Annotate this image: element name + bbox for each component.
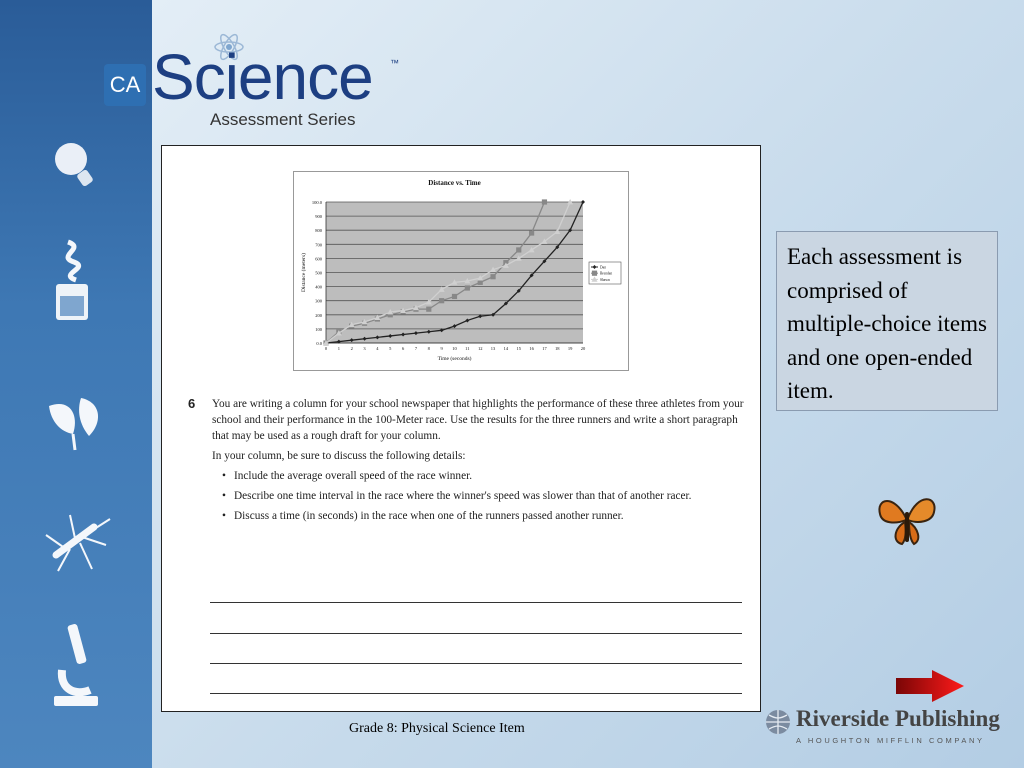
y-tick-label: 200	[315, 312, 322, 318]
logo-subtitle: Assessment Series	[210, 110, 356, 129]
data-point	[516, 247, 521, 252]
legend-label: Brendan	[600, 271, 613, 276]
butterfly-icon	[874, 488, 940, 557]
arrow-right-icon	[896, 668, 966, 704]
bullet-item: • Discuss a time (in seconds) in the race when one of the runners passed another runner.	[222, 508, 745, 524]
x-tick-label: 10	[452, 346, 457, 351]
assessment-callout: Each assessment is comprised of multiple-choice items and one open-ended item.	[776, 231, 998, 411]
x-tick-label: 8	[427, 346, 430, 351]
question-instruction: In your column, be sure to discuss the following details:	[212, 450, 466, 462]
x-tick-label: 15	[516, 346, 521, 351]
x-tick-label: 3	[363, 346, 366, 351]
data-point	[529, 230, 534, 235]
lightbulb-icon	[0, 135, 152, 195]
x-tick-label: 19	[567, 346, 573, 351]
dna-beaker-icon	[0, 238, 152, 328]
data-point	[439, 298, 444, 303]
ca-science-logo	[100, 30, 420, 140]
question-6	[190, 396, 745, 528]
data-point	[478, 280, 483, 285]
data-point	[452, 294, 457, 299]
question-intro: You are writing a column for your school newspaper that highlights the performance of these three athletes from your school and their performance in the 100-Meter race. Use the results for the three runners and write a short paragraph that may be used as a rough draft for your column.	[212, 398, 744, 442]
assessment-item-page	[161, 145, 761, 712]
answer-line[interactable]	[210, 693, 742, 694]
bullet-item: • Describe one time interval in the race where the winner's speed was slower than that of another racer.	[222, 488, 745, 504]
next-slide-button[interactable]	[896, 668, 966, 704]
leaves-icon	[0, 392, 152, 452]
y-tick-label: 800	[315, 228, 322, 234]
y-tick-label: 100.0	[311, 200, 322, 205]
x-axis-label: Time (seconds)	[437, 356, 472, 362]
x-tick-label: 6	[401, 346, 405, 351]
globe-icon	[764, 708, 792, 736]
publisher-name: Riverside Publishing	[796, 706, 1000, 731]
data-point	[542, 199, 547, 204]
y-tick-label: 900	[315, 214, 322, 220]
bullet-item: • Include the average overall speed of the race winner.	[222, 468, 745, 484]
x-tick-label: 9	[440, 346, 443, 351]
legend-label: Dan	[600, 265, 606, 270]
distance-time-chart	[293, 171, 629, 371]
y-tick-label: 100	[315, 326, 322, 332]
x-tick-label: 7	[414, 346, 418, 351]
y-tick-label: 600	[315, 256, 322, 262]
chart-title: Distance vs. Time	[428, 179, 481, 187]
x-tick-label: 11	[465, 346, 470, 351]
ca-badge: CA	[104, 64, 146, 106]
question-number: 6	[188, 396, 196, 411]
logo-title: Science	[152, 41, 373, 113]
answer-line[interactable]	[210, 602, 742, 603]
x-tick-label: 17	[542, 346, 547, 351]
y-tick-label: 500	[315, 270, 322, 276]
y-tick-label: 700	[315, 242, 322, 248]
question-bullets	[212, 468, 745, 524]
data-point	[490, 274, 495, 279]
publisher-tagline: A HOUGHTON MIFFLIN COMPANY	[796, 736, 985, 745]
x-tick-label: 13	[490, 346, 496, 351]
y-axis-label: Distance (meters)	[301, 253, 307, 292]
x-tick-label: 14	[503, 346, 509, 351]
microscope-icon	[0, 620, 152, 710]
x-tick-label: 2	[350, 346, 353, 351]
data-point	[592, 271, 597, 276]
data-point	[465, 285, 470, 290]
x-tick-label: 12	[477, 346, 483, 351]
riverside-publishing-logo	[764, 706, 1004, 752]
y-tick-label: 300	[315, 298, 322, 304]
slide-caption: Grade 8: Physical Science Item	[349, 721, 525, 736]
y-tick-label: 0.0	[316, 341, 322, 346]
data-point	[426, 307, 431, 312]
legend-label: Shawn	[600, 277, 610, 282]
x-tick-label: 16	[529, 346, 534, 351]
x-tick-label: 0	[324, 346, 328, 351]
trademark: ™	[390, 58, 399, 68]
answer-line[interactable]	[210, 633, 742, 634]
x-tick-label: 20	[580, 346, 586, 351]
mosquito-icon	[0, 505, 152, 575]
x-tick-label: 1	[337, 346, 340, 351]
x-tick-label: 5	[389, 346, 392, 351]
y-tick-label: 400	[315, 284, 322, 290]
x-tick-label: 18	[555, 346, 560, 351]
answer-line[interactable]	[210, 663, 742, 664]
x-tick-label: 4	[376, 346, 379, 351]
